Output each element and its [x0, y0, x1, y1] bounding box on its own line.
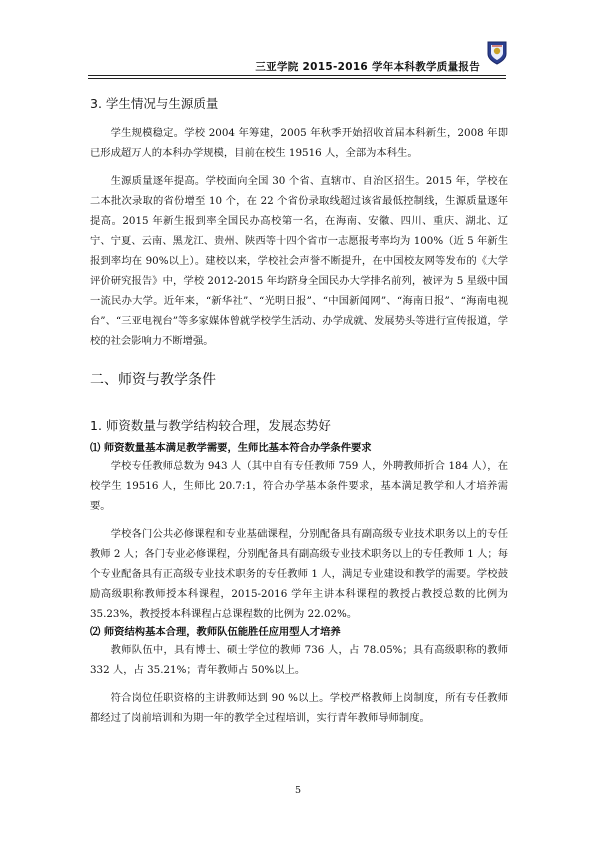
chapter-heading-faculty: 二、师资与教学条件: [90, 372, 216, 388]
paragraph-student-scale: 学生规模稳定。学校 2004 年筹建，2005 年秋季开始招收首届本科新生，2008 年即已形成超万人的本科办学规模，目前在校生 19516 人，全部为本科生。: [90, 127, 508, 159]
page-body: [90, 94, 508, 728]
header-rule-thin: [88, 78, 506, 79]
header-title: 三亚学院 2015-2016 学年本科教学质量报告: [255, 61, 480, 73]
paragraph-teacher-qualification: 符合岗位任职资格的主讲教师达到 90 %以上。学校严格教师上岗制度，所有专任教师都经过了岗前培训和为期一年的教学全过程培训，实行青年教师导师制度。: [90, 692, 508, 724]
paragraph-faculty-degrees: 教师队伍中，具有博士、硕士学位的教师 736 人，占 78.05%；具有高级职称的教师 332 人，占 35.21%；青年教师占 50%以上。: [90, 644, 508, 676]
spacer: [90, 516, 508, 524]
page-header: [88, 40, 506, 80]
paragraph-enrollment-quality: 生源质量逐年提高。学校面向全国 30 个省、直辖市、自治区招生。2015 年，学校在二本批次录取的省份增至 10 个，在 22 个省份录取线超过该省最低控制线，生源质量逐年提高。2015 年新生报到率全国民办高校第一名，在海南、安徽、四川、重庆、湖北、辽宁、宁夏、云南、黑龙江、贵州、陕西等十四个省市一志愿报考率均为 100%（近 5 年新生报到率均在 90%以上）。建校以来，学校社会声誉不断提升，在中国校友网等发布的《大学评价研究报告》中，学校 2012-2015 年均跻身全国民办大学排名前列，被评为 5 星级中国一流民办大学。近年来，“新华社”、“光明日报”、“中国新闻网”、“海南日报”、“海南电视台”、“三亚电视台”等多家媒体曾就学校学生活动、办学成就、发展势头等进行宣传报道，学校的社会影响力不断增强。: [90, 175, 508, 347]
university-crest-icon: [486, 40, 508, 66]
section-heading-student-info: 3. 学生情况与生源质量: [90, 96, 219, 111]
spacer: [90, 680, 508, 688]
subsection-heading-faculty-quantity: ⑴ 师资数量基本满足教学需要，生师比基本符合办学条件要求: [90, 442, 372, 454]
section-heading-faculty-structure: 1. 师资数量与教学结构较合理，发展态势好: [90, 418, 331, 433]
paragraph-faculty-count: 学校专任教师总数为 943 人（其中自有专任教师 759 人，外聘教师折合 184 人），在校学生 19516 人，生师比 20.7:1，符合办学基本条件要求，基本满足教学和人才培养需要。: [90, 460, 508, 512]
header-rule-thick: [88, 75, 506, 76]
subsection-heading-faculty-structure: ⑵ 师资结构基本合理，教师队伍能胜任应用型人才培养: [90, 626, 341, 638]
paragraph-course-staffing: 学校各门公共必修课程和专业基础课程，分别配备具有副高级专业技术职务以上的专任教师 2 人；各门专业必修课程，分别配备具有副高级专业技术职务以上的专任教师 1 人；每个专业配备具有正高级专业技术职务的专任教师 1 人，满足专业建设和教学的需要。学校鼓励高级职称教师授本科课程，2015-2016 学年主讲本科课程的教授占教授总数的比例为 35.23%，教授授本科课程占总课程数的比例为 22.02%。: [90, 528, 508, 620]
page-number: 5: [294, 785, 302, 796]
spacer: [90, 163, 508, 171]
